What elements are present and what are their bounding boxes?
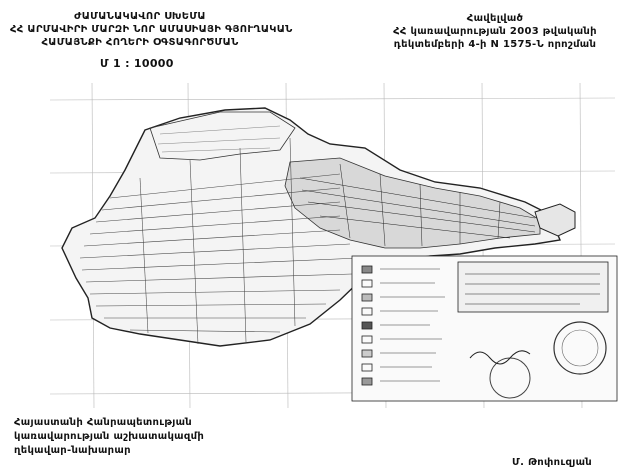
map-scale: Մ 1 : 10000: [100, 57, 174, 70]
title-line-2: ՀՀ ԱՐՄԱՎԻՐԻ ՄԱՐԶԻ ՆՈՐ ԱՄԱՍԻԱՅԻ ԳՅՈՒՂԱԿԱՆ: [10, 24, 293, 35]
approval-note: [360, 12, 630, 51]
map-legend: [352, 256, 617, 401]
signatory-name: Մ. Թոփուզյան: [512, 457, 593, 468]
approval-line-3: դեկտեմբերի 4-ի N 1575-Ն որոշման: [393, 39, 597, 50]
signatory-line-3: ղեկավար-նախարար: [14, 445, 131, 456]
signatory-line-2: կառավարության աշխատակազմի: [14, 431, 205, 442]
land-use-map: [40, 78, 625, 413]
signatory-title: [14, 416, 204, 458]
signatory-line-1: Հայաստանի Հանրապետության: [14, 417, 192, 428]
approval-line-2: ՀՀ կառավարության 2003 թվականի: [393, 26, 597, 37]
approval-line-1: Հավելված: [466, 13, 524, 24]
title-line-1: ԺԱՄԱՆԱԿԱՎՈՐ ՍԽԵՄԱ: [74, 11, 206, 22]
title-line-3: ՀԱՄԱՅՆՔԻ ՀՈՂԵՐԻ ՕԳՏԱԳՈՐԾՄԱՆ: [41, 37, 239, 48]
scheme-title: [10, 10, 293, 49]
